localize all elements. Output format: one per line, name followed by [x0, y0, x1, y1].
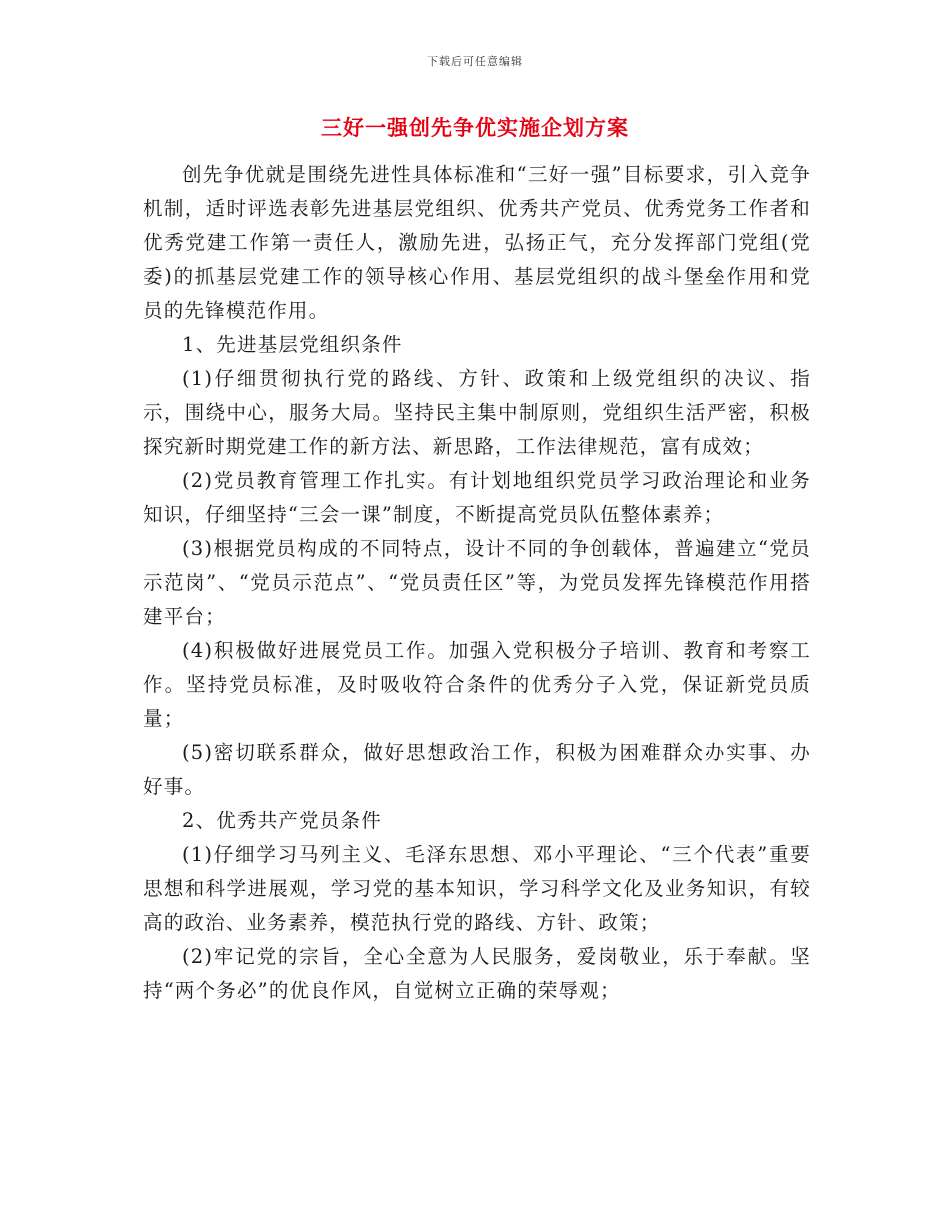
paragraph-item: (3)根据党员构成的不同特点，设计不同的争创载体，普遍建立“党员示范岗”、“党员示范点”、“党员责任区”等，为党员发挥先锋模范作用搭建平台；: [143, 537, 811, 628]
section-heading-2: 2、优秀共产党员条件: [182, 809, 382, 832]
section-heading-1: 1、先进基层党组织条件: [182, 333, 403, 356]
paragraph-item: (2)党员教育管理工作扎实。有计划地组织党员学习政治理论和业务知识，仔细坚持“三会一课”制度，不断提高党员队伍整体素养；: [143, 469, 811, 526]
paragraph-item: (1)仔细贯彻执行党的路线、方针、政策和上级党组织的决议、指示，围绕中心，服务大局。坚持民主集中制原则，党组织生活严密，积极探究新时期党建工作的新方法、新思路，工作法律规范，富有成效；: [143, 367, 811, 458]
paragraph-item: (2)牢记党的宗旨，全心全意为人民服务，爱岗敬业，乐于奉献。坚持“两个务必”的优良作风，自觉树立正确的荣辱观；: [143, 945, 811, 1002]
document-title: 三好一强创先争优实施企划方案: [321, 115, 629, 140]
paragraph-item: (1)仔细学习马列主义、毛泽东思想、邓小平理论、“三个代表”重要思想和科学进展观，学习党的基本知识，学习科学文化及业务知识，有较高的政治、业务素养，模范执行党的路线、方针、政策；: [143, 843, 811, 934]
paragraph-intro: 创先争优就是围绕先进性具体标准和“三好一强”目标要求，引入竞争机制，适时评选表彰先进基层党组织、优秀共产党员、优秀党务工作者和优秀党建工作第一责任人，激励先进，弘扬正气，充分发挥部门党组(党委)的抓基层党建工作的领导核心作用、基层党组织的战斗堡垒作用和党员的先锋模范作用。: [143, 163, 811, 322]
page-header: 下载后可任意编辑: [427, 55, 523, 68]
paragraph-item: (5)密切联系群众，做好思想政治工作，积极为困难群众办实事、办好事。: [143, 741, 811, 798]
paragraph-item: (4)积极做好进展党员工作。加强入党积极分子培训、教育和考察工作。坚持党员标准，及时吸收符合条件的优秀分子入党，保证新党员质量；: [143, 639, 811, 730]
document-body: [143, 158, 811, 1008]
